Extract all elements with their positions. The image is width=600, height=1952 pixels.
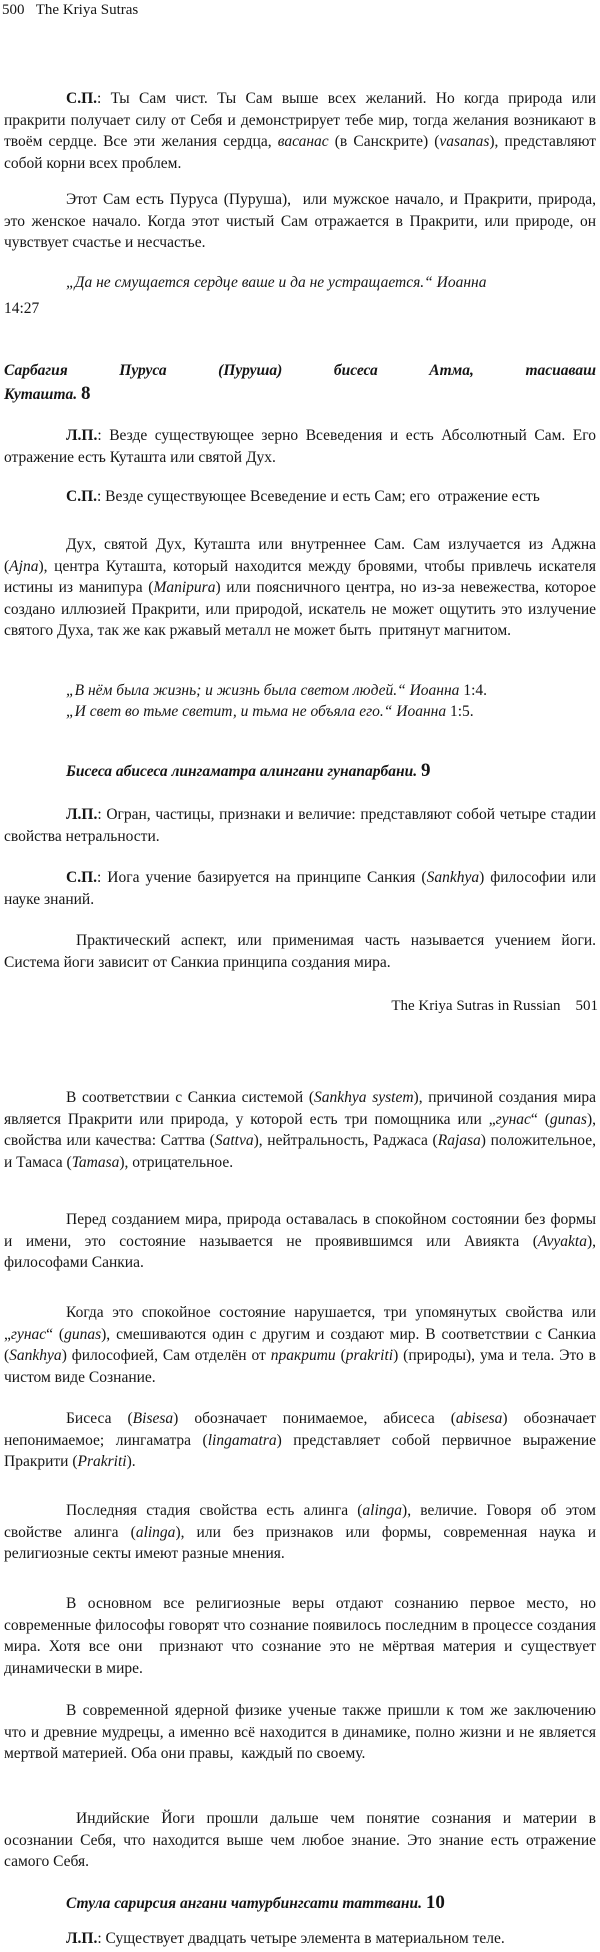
sutra-heading-8-cont: Куташта. 8	[4, 383, 91, 404]
paragraph: Этот Сам есть Пуруса (Пуруша), или мужское начало, и Пракрити, природа, это женское начало. Когда этот чистый Сам отражается в Пракрити, или природе, он чувствует счастье и несчастье.	[4, 191, 596, 251]
sutra-heading-10: Стула сарирсия ангани чатурбингсати таттвани. 10	[66, 1892, 445, 1913]
paragraph: Когда это спокойное состояние нарушается, три упомянутых свойства или „гунас“ (gunas), смешиваются один с другим и создают мир. В соответствии с Санкиа (Sankhya) философией, Сам отделён от пракрити (prakriti) (природы), ума и тела. Это в чистом виде Сознание.	[4, 1304, 597, 1386]
page-header-right	[391, 996, 598, 1018]
paragraph: В основном все религиозные веры отдают сознанию первое место, но современные философы говорят что сознание появилось последним в процессе создания мира. Хотя все они признают что сознание это не мёртвая материя и существует динамически в мире.	[4, 1595, 596, 1677]
bible-quote: „В нём была жизнь; и жизнь была светом людей.“ Иоанна 1:4.	[66, 682, 487, 699]
paragraph: В соответствии с Санкиа системой (Sankhya system), причиной создания мира является Пракрити или природа, у которой есть три помощника или „гунас“ (gunas), свойства или качества: Саттва (Sattva), нейтральность, Раджаса (Rajasa) положительное, и Тамаса (Tamasa), отрицательное.	[4, 1089, 597, 1171]
paragraph: Л.П.: Везде существующее зерно Всеведения и есть Абсолютный Сам. Его отражение есть Куташта или святой Дух.	[4, 427, 596, 466]
running-title: The Kriya Sutras in Russian	[391, 998, 561, 1014]
paragraph: В современной ядерной физике ученые также пришли к том же заключению что и древние мудрецы, а именно всё находится в динамике, полно жизни и не является мертвой материей. Оба они правы, каждый по своему.	[4, 1702, 596, 1762]
sutra-heading-9: Бисеса абисеса лингаматра алингани гунапарбани. 9	[66, 760, 431, 781]
paragraph: Бисеса (Bisesa) обозначает понимаемое, абисеса (abisesa) обозначает непонимаемое; лингаматра (lingamatra) представляет собой первичное выражение Пракрити (Prakriti).	[4, 1410, 596, 1470]
bible-quote: „Да не смущается сердце ваше и да не устращается.“ Иоанна	[66, 274, 487, 291]
paragraph: Л.П.: Огран, частицы, признаки и величие: представляют собой четыре стадии свойства нетральности.	[4, 806, 596, 845]
paragraph: С.П.: Иога учение базируется на принципе Санкия (Sankhya) философии или науке знаний.	[4, 869, 596, 908]
page-number: 501	[575, 998, 598, 1014]
paragraph: Дух, святой Дух, Куташта или внутреннее Сам. Сам излучается из Аджна (Ajna), центра Куташта, который находится между бровями, чтобы привлечь искателя истины из манипура (Manipura) или поясничного центра, но из-за невежества, которое создано иллюзией Пракрити, или природой, искатель не может ощутить это излучение святого Духа, так же как ржавый металл не может быть притянут магнитом.	[4, 536, 596, 639]
paragraph: Практический аспект, или применимая часть называется учением йоги. Система йоги зависит от Санкиа принципа создания мира.	[4, 932, 596, 971]
sutra-heading-8: Сарбагия Пуруса (Пуруша) бисеса Атма, тасиаваш	[4, 362, 596, 379]
paragraph: С.П.: Везде существующее Всеведение и есть Сам; его отражение есть	[66, 488, 540, 505]
running-title: The Kriya Sutras	[35, 2, 139, 18]
paragraph: Последняя стадия свойства есть алинга (alinga), величие. Говоря об этом свойстве алинга (alinga), или без признаков или формы, современная наука и религиозные секты имеют разные мнения.	[4, 1502, 597, 1562]
paragraph: Л.П.: Существует двадцать четыре элемента в материальном теле.	[66, 1930, 505, 1947]
page-number: 500	[2, 2, 25, 18]
bible-quote: „И свет во тьме светит, и тьма не объяла его.“ Иоанна 1:5.	[66, 703, 474, 720]
paragraph: Индийские Йоги прошли дальше чем понятие сознания и материи в осознании Себя, что находится выше чем любое знание. Это знание есть отражение самого Себя.	[4, 1810, 596, 1870]
paragraph: Перед созданием мира, природа оставалась в спокойном состоянии без формы и имени, это состояние называется не проявившимся или Авиякта (Avyakta), философами Санкиа.	[4, 1211, 596, 1271]
bible-quote-ref: 14:27	[4, 300, 40, 317]
page-header-left	[2, 0, 138, 22]
paragraph: С.П.: Ты Сам чист. Ты Сам выше всех желаний. Но когда природа или пракрити получает силу от Себя и демонстрирует тебе мир, тогда желания возникают в твоём сердце. Все эти желания сердца, васанас (в Санскрите) (vasanas), представляют собой корни всех проблем.	[4, 90, 596, 172]
